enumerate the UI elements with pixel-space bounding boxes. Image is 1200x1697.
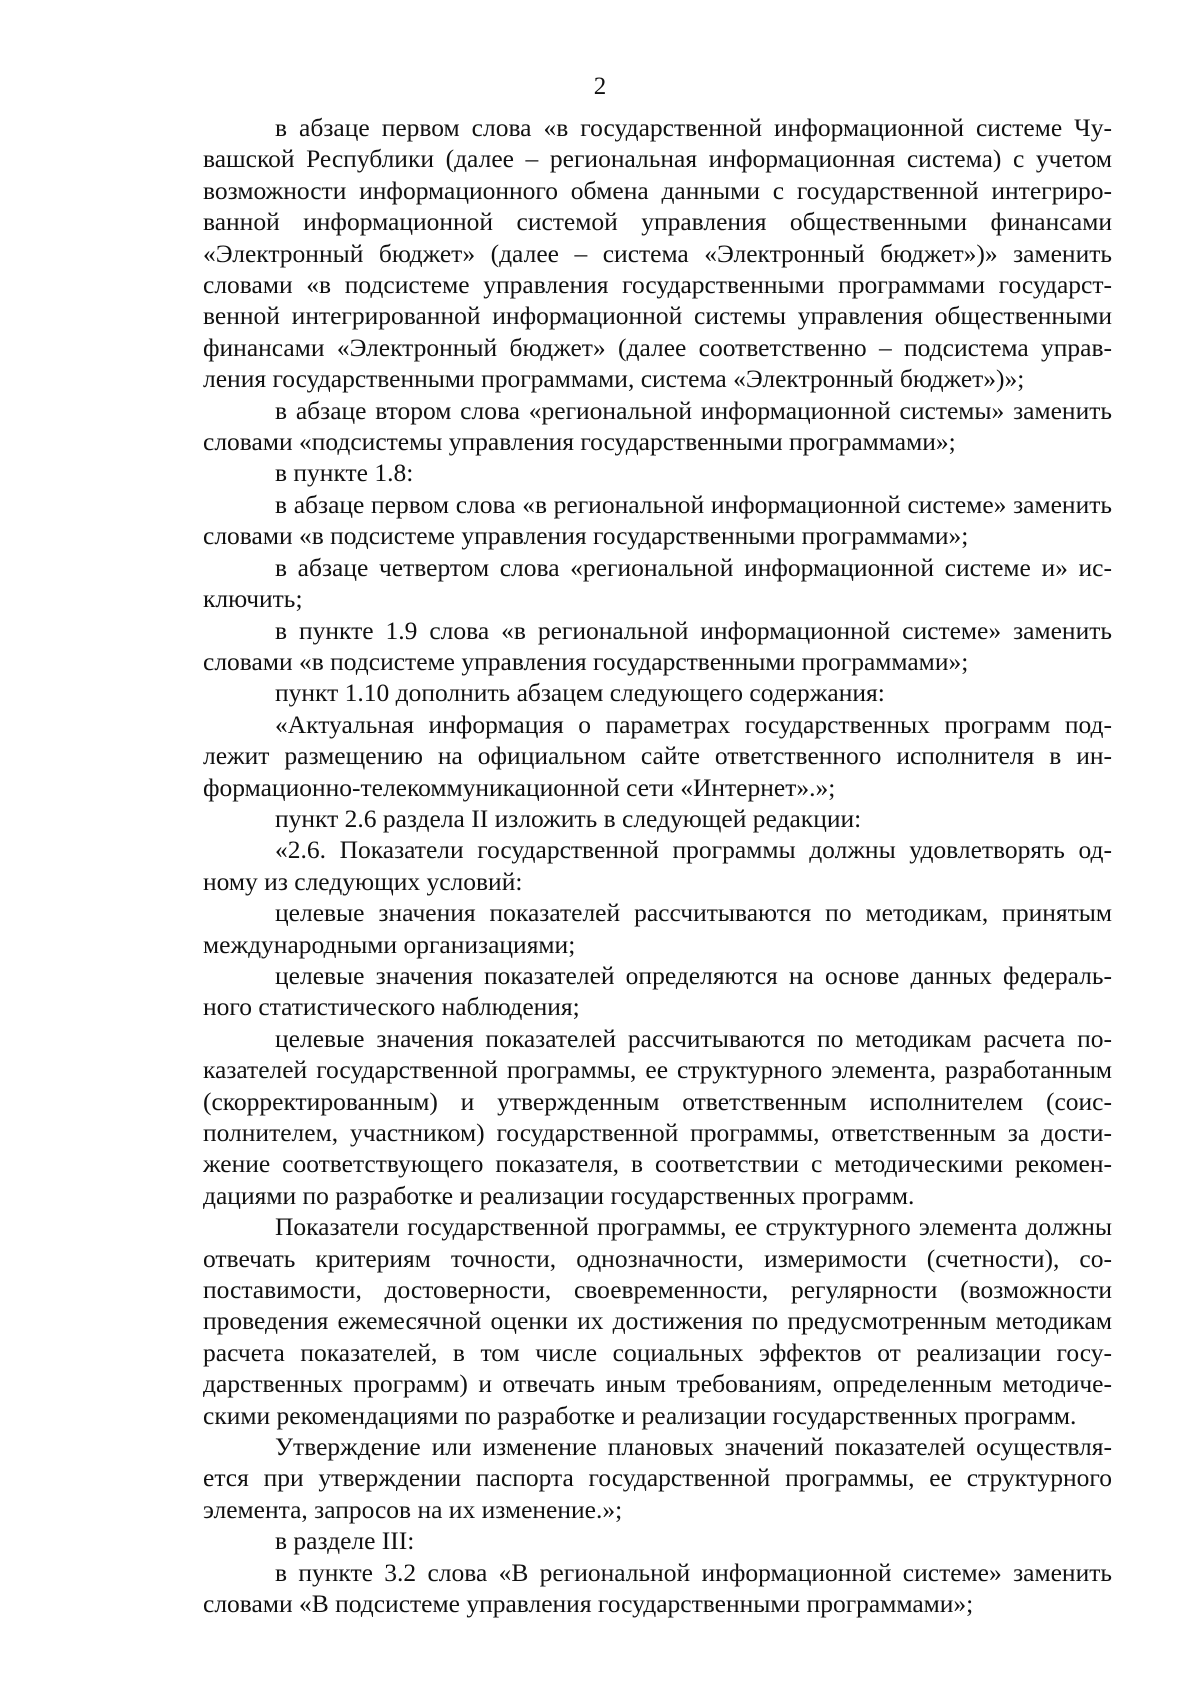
paragraph-7: пункт 1.10 дополнить абзацем следующего содержания:	[275, 678, 885, 708]
paragraph-16: в разделе III:	[275, 1526, 415, 1556]
paragraph-11: целевые значения показателей рассчитываются по методикам, принятым международными организациями;	[203, 898, 1112, 959]
paragraph-1: в абзаце первом слова «в государственной информационной системе Чувашской Республики (далее – региональная информационная система) с учетом возможности информационного обмена данными с государственной интегрированной информационной системой управления общественными финансами «Электронный бюджет» (далее – система «Электронный бюджет»)» заменить словами «в подсистеме управления государственными программами государственной интегрированной информационной системы управления общественными финансами «Электронный бюджет» (далее соответственно – подсистема управления государственными программами, система «Электронный бюджет»)»;	[203, 113, 1112, 394]
paragraph-15: Утверждение или изменение плановых значений показателей осуществляется при утверждении паспорта государственной программы, ее структурного элемента, запросов на их изменение.»;	[203, 1432, 1112, 1524]
paragraph-6: в пункте 1.9 слова «в региональной информационной системе» заменить словами «в подсистеме управления государственными программами»;	[203, 615, 1112, 676]
paragraph-3: в пункте 1.8:	[275, 458, 414, 488]
paragraph-12: целевые значения показателей определяются на основе данных федерального статистического наблюдения;	[203, 960, 1112, 1022]
paragraph-14: Показатели государственной программы, ее структурного элемента должны отвечать критериям точности, однозначности, измеримости (счетности), сопоставимости, достоверности, своевременности, регулярности (возможности проведения ежемесячной оценки их достижения по предусмотренным методикам расчета показателей, в том числе социальных эффектов от реализации государственных программ) и отвечать иным требованиям, определенным методическими рекомендациями по разработке и реализации государственных программ.	[203, 1212, 1112, 1430]
paragraph-17: в пункте 3.2 слова «В региональной информационной системе» заменить словами «В подсистеме управления государственными программами»;	[203, 1557, 1112, 1619]
paragraph-13: целевые значения показателей рассчитываются по методикам расчета показателей государственной программы, ее структурного элемента, разработанным (скорректированным) и утвержденным ответственным исполнителем (соисполнителем, участником) государственной программы, ответственным за достижение соответствующего показателя, в соответствии с методическими рекомендациями по разработке и реализации государственных программ.	[203, 1023, 1112, 1210]
paragraph-2: в абзаце втором слова «региональной информационной системы» заменить словами «подсистемы управления государственными программами»;	[203, 395, 1112, 457]
paragraph-9: пункт 2.6 раздела II изложить в следующей редакции:	[275, 803, 862, 833]
paragraph-4: в абзаце первом слова «в региональной информационной системе» заменить словами «в подсистеме управления государственными программами»;	[203, 489, 1112, 551]
paragraph-10: «2.6. Показатели государственной программы должны удовлетворять одному из следующих условий:	[203, 835, 1112, 896]
page-number: 2	[593, 73, 607, 100]
document-body	[203, 112, 1112, 1620]
paragraph-8: «Актуальная информация о параметрах государственных программ подлежит размещению на официальном сайте ответственного исполнителя в информационно-телекоммуникационной сети «Интернет».»;	[203, 709, 1112, 802]
paragraph-5: в абзаце четвертом слова «региональной информационной системе и» исключить;	[203, 552, 1112, 614]
